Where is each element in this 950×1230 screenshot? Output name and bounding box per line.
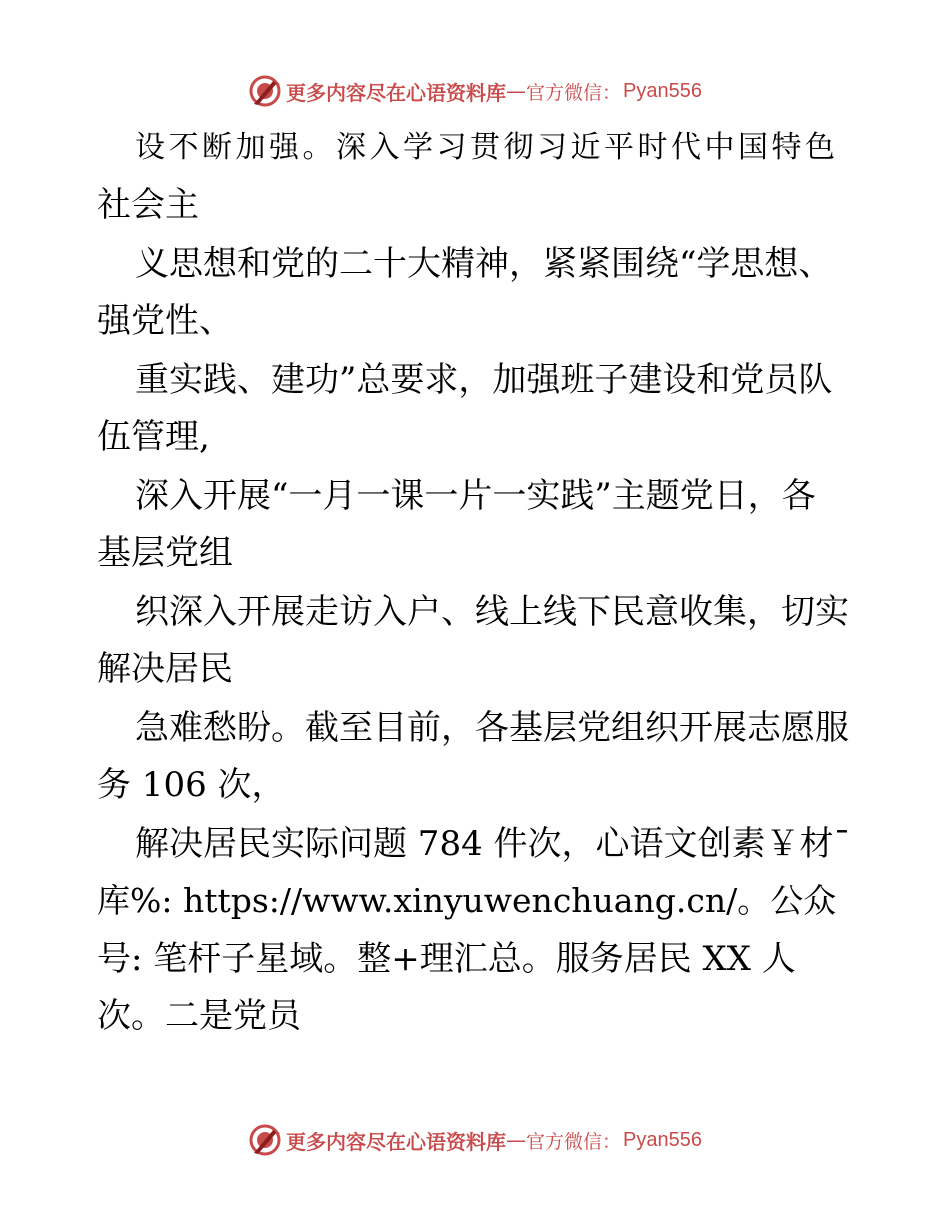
watermark-contact-id: Pyan556 <box>623 79 702 102</box>
text-line: 深入开展“一月一课一片一实践”主题党日，各 <box>135 476 816 516</box>
text-line: 解决居民实际问题 784 件次，心语文创素￥材¯ <box>135 824 851 864</box>
quill-logo-icon <box>248 74 282 108</box>
text-line: 织深入开展走访入户、线上线下民意收集，切实 <box>135 592 849 632</box>
text-line: 设不断加强。深入学习贯彻习近平时代中国特色 <box>135 130 839 165</box>
watermark-text: 更多内容尽在心语资料库 <box>286 1129 506 1154</box>
watermark-contact-label: 官方微信： <box>526 81 622 104</box>
text-line: 急难愁盼。截至目前，各基层党组织开展志愿服 <box>135 708 849 748</box>
watermark-dash: — <box>506 1128 526 1152</box>
watermark-contact-id: Pyan556 <box>623 1128 702 1151</box>
text-line: 义思想和党的二十大精神，紧紧围绕“学思想、 <box>135 244 833 284</box>
text-line: 强党性、 <box>97 301 233 341</box>
watermark-dash: — <box>506 79 526 103</box>
watermark-contact-label: 官方微信： <box>526 1130 622 1153</box>
text-line: 次。二是党员 <box>97 996 301 1036</box>
watermark-text: 更多内容尽在心语资料库 <box>286 80 506 105</box>
text-line: 伍管理, <box>97 417 210 457</box>
quill-logo-icon <box>248 1123 282 1157</box>
text-line: 基层党组 <box>97 533 233 573</box>
text-line: 务 106 次， <box>97 765 286 805</box>
text-line: 号: 笔杆子星域。整+理汇总。服务居民 XX 人 <box>97 939 796 979</box>
text-line: 重实践、建功”总要求，加强班子建设和党员队 <box>135 360 833 400</box>
text-line: 解决居民 <box>97 649 233 689</box>
header-watermark <box>0 71 950 111</box>
text-line: 社会主 <box>97 185 199 225</box>
footer-watermark <box>0 1120 950 1160</box>
text-line: 库%: https://www.xinyuwenchuang.cn/。公众 <box>97 881 837 920</box>
